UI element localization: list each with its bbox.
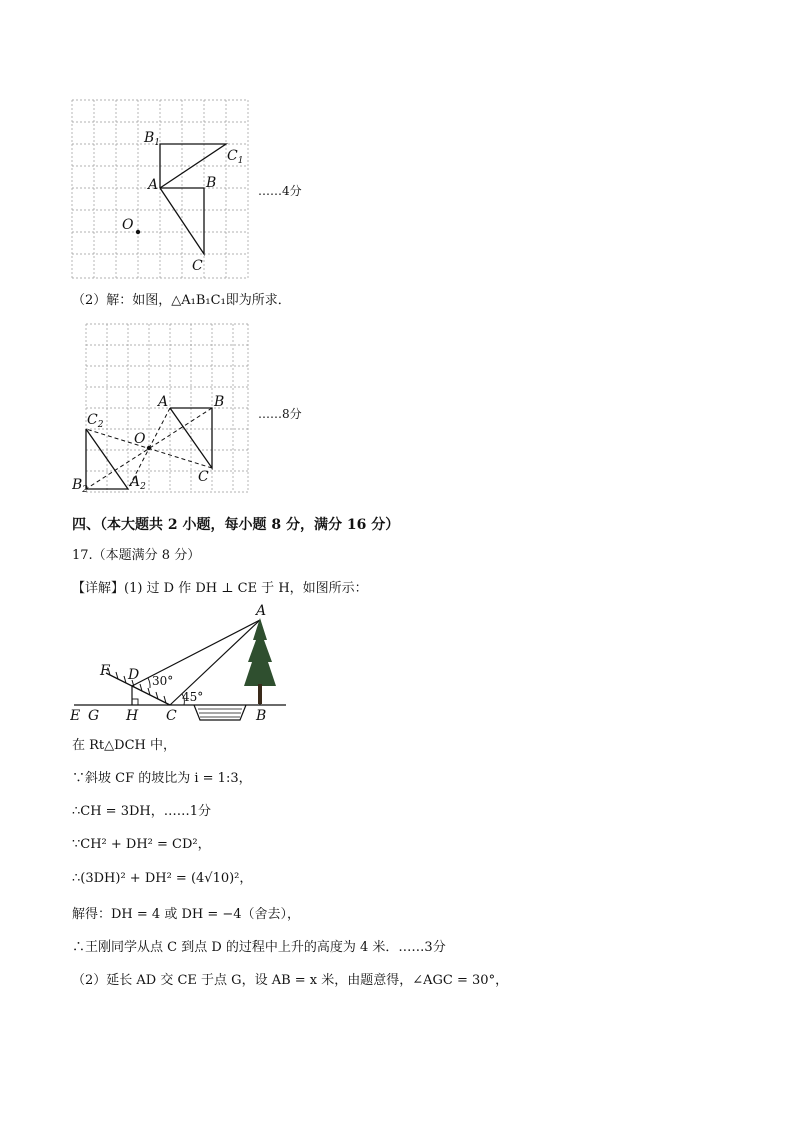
label-A2: $A_2$	[130, 474, 146, 492]
label-B-2: B	[214, 394, 225, 410]
label-C-2: C	[198, 469, 209, 485]
label-C: C	[192, 258, 203, 274]
solution-line-5: ∴(3DH)² + DH² = (4√10)²，	[72, 871, 253, 886]
point-O	[136, 230, 140, 234]
solution-line-3: ∴CH = 3DH，……1分	[72, 804, 212, 819]
label-C-3: C	[166, 708, 177, 724]
solution-line-4: ∵CH² + DH² = CD²，	[72, 837, 211, 852]
label-C1: $C_1$	[227, 148, 244, 166]
grid-figure-2	[72, 318, 262, 498]
question-17-header: 17.（本题满分 8 分）	[72, 548, 201, 563]
solution-line-1: 在 Rt△DCH 中，	[72, 738, 176, 753]
label-B2: $B_2$	[72, 477, 89, 495]
solution-line-2: ∵斜坡 CF 的坡比为 i = 1:3，	[72, 771, 252, 786]
label-C2: $C_2$	[87, 412, 104, 430]
label-O-2: O	[134, 431, 146, 447]
pond	[194, 705, 246, 720]
label-E: E	[70, 708, 81, 724]
label-A-2: A	[158, 394, 169, 410]
label-O: O	[122, 217, 134, 233]
section-heading: 四、（本大题共 2 小题，每小题 8 分，满分 16 分）	[72, 517, 400, 533]
label-B: B	[206, 175, 217, 191]
angle-30-arc	[148, 678, 150, 688]
label-F: F	[100, 663, 110, 679]
score-8: ……8分	[258, 407, 302, 421]
label-angle-45: 45°	[182, 690, 204, 704]
part2-answer-line: （2）解：如图，△A₁B₁C₁即为所求．	[72, 293, 291, 308]
point-O-2	[147, 446, 151, 450]
label-D: D	[128, 667, 140, 683]
detail-line: 【详解】(1) 过 D 作 DH ⊥ CE 于 H，如图所示：	[72, 581, 368, 596]
slope-tree-figure	[70, 600, 290, 730]
score-4: ……4分	[258, 184, 302, 198]
label-G: G	[88, 708, 100, 724]
label-B-3: B	[256, 708, 267, 724]
solution-line-8: （2）延长 AD 交 CE 于点 G，设 AB = x 米，由题意得，∠AGC = 30°，	[72, 973, 509, 988]
label-A-3: A	[256, 603, 267, 619]
label-B1: $B_1$	[144, 130, 161, 148]
right-angle-mark	[132, 699, 138, 705]
label-H: H	[126, 708, 139, 724]
solution-line-6: 解得：DH = 4 或 DH = −4（舍去），	[72, 907, 301, 922]
label-angle-30: 30°	[152, 674, 174, 688]
label-A: A	[148, 177, 159, 193]
solution-line-7: ∴王刚同学从点 C 到点 D 的过程中上升的高度为 4 米．……3分	[72, 940, 446, 955]
